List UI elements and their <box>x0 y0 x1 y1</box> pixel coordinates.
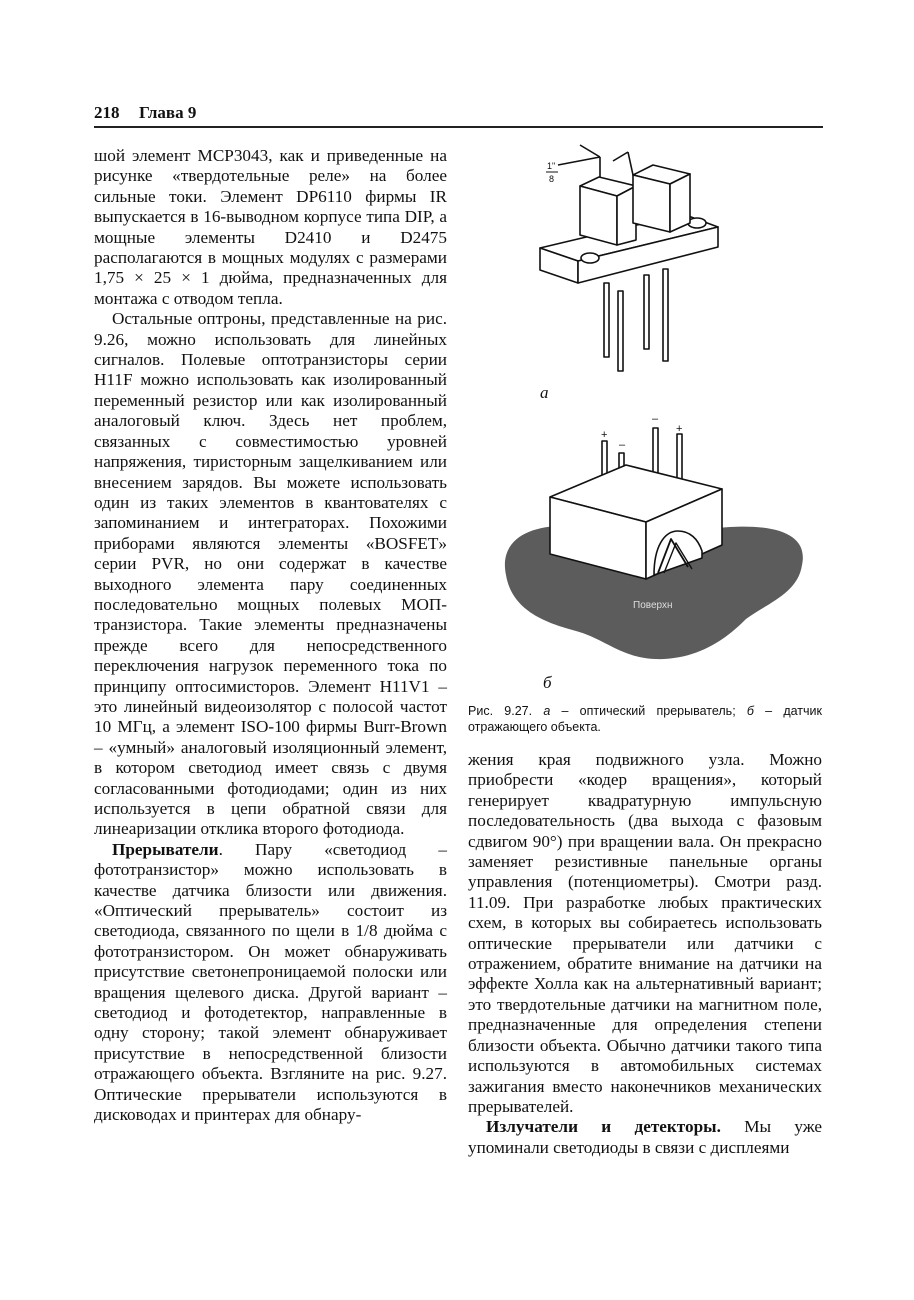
paragraph-optocouplers: Остальные оптроны, представленные на рис. 9.26, можно использовать для линейных сигналов. Полевые оптотранзисторы серии H11F можно использовать как изолированный переменный резистор или как изолированный аналоговый ключ. Здесь нет проблем, связанных с совместимостью уровней напряжения, тиристорным защелкиванием или внесением зарядов. Вы можете использовать один из таких элементов в квантователях с запоминанием и интеграторах. Похожими приборами являются элементы «BOSFET» серии PVR, но они содержат в качестве выходного элемента пару соединенных последовательно мощных полевых МОП-транзистора. Такие элементы предназначены прежде всего для непосредственного переключения нагрузок переменного тока по принципу оптосимисторов. Элемент H11V1 – это линейный видеоизолятор с полосой частот 10 МГц, а элемент ISO-100 фирмы Burr-Brown – «умный» аналоговый изоляционный элемент, в котором светодиод имеет связь с двумя согласованными фотодиодами; один из них используется в цепи обратной связи для линеаризации отклика второго фотодиода. <box>94 309 447 839</box>
label-b: б <box>543 673 552 692</box>
paragraph-continued: шой элемент МСР3043, как и приведенные на рисунке «твердотельные реле» на более сильные токи. Элемент DP6110 фирмы IR выпускается в 16-выводном корпусе типа DIP, а мощные элементы D2410 и D2475 располагаются в мощных модулях с размерами 1,75 × 25 × 1 дюйма, предназначенных для монтажа с отводом тепла. <box>94 146 447 308</box>
caption-b-letter: б <box>746 704 754 718</box>
left-column <box>94 146 447 1126</box>
dimension-numerator: 1" <box>547 161 556 171</box>
pin-sign-1: + <box>601 429 608 441</box>
page-header <box>94 103 822 125</box>
figure-9-27 <box>468 135 822 695</box>
right-column <box>468 750 822 1158</box>
header-rule <box>94 126 823 128</box>
page-number: 218 <box>94 103 120 122</box>
dimension-denominator: 8 <box>549 174 555 184</box>
interrupters-text: . Пару «светодиод – фототранзистор» можно использовать в качестве датчика близости или движения. «Оптический прерыватель» состоит из светодиода, связанного по щели в 1/8 дюйма с фототранзистором. Он может обнаруживать присутствие светонепроницаемой полоски или вращения щелевого диска. Другой вариант – светодиод и фотодетектор, направленные в одну сторону; такой элемент обнаруживает присутствие в непосредственной близости отражающего объекта. Взгляните на рис. 9.27. Оптические прерыватели используются в дисководах и принтерах для обнару- <box>94 839 447 1125</box>
reflective-sensor-drawing <box>505 428 803 659</box>
figure-drawing <box>468 135 822 695</box>
paragraph-interrupters <box>94 840 447 1126</box>
emitters-heading: Излучатели и детекторы. <box>486 1117 721 1137</box>
surface-label: Поверхн <box>633 600 673 611</box>
pin-sign-3: – <box>652 413 659 425</box>
caption-b-text: – датчик отражающего объекта. <box>468 704 822 734</box>
pin-sign-4: + <box>676 423 683 435</box>
emitters-text: Мы уже упоминали светодиоды в связи с дисплеями <box>468 1117 822 1157</box>
interrupters-heading: Прерыватели <box>112 839 219 859</box>
paragraph-continued-right: жения края подвижного узла. Можно приобрести «кодер вращения», который генерирует квадратурную импульсную последовательность (два выхода с фазовым сдвигом 90°) при вращении вала. Он прекрасно заменяет резистивные панельные органы управления (потенциометры). Смотри разд. 11.09. При разработке любых практических схем, в которых вы собираетесь использовать оптические прерыватели или датчики с отражением, обратите внимание на датчики на эффекте Холла как на альтернативный вариант; это твердотельные датчики на магнитном поле, предназначенные для определения степени близости объекта. Обычно датчики такого типа используются в автомобильных системах зажигания вместо наконечников механических прерывателей. <box>468 750 822 1116</box>
caption-a-letter: а <box>543 704 551 718</box>
pin-sign-2: – <box>619 439 626 451</box>
paragraph-emitters <box>468 1117 822 1158</box>
figure-caption <box>468 703 822 735</box>
optical-interrupter-drawing <box>540 145 718 371</box>
label-a: а <box>540 383 549 402</box>
interrupter-pins <box>604 269 668 371</box>
caption-prefix: Рис. 9.27. <box>468 704 533 718</box>
chapter-title: Глава 9 <box>139 103 197 122</box>
caption-a-text: – оптический прерыватель; <box>550 704 747 718</box>
